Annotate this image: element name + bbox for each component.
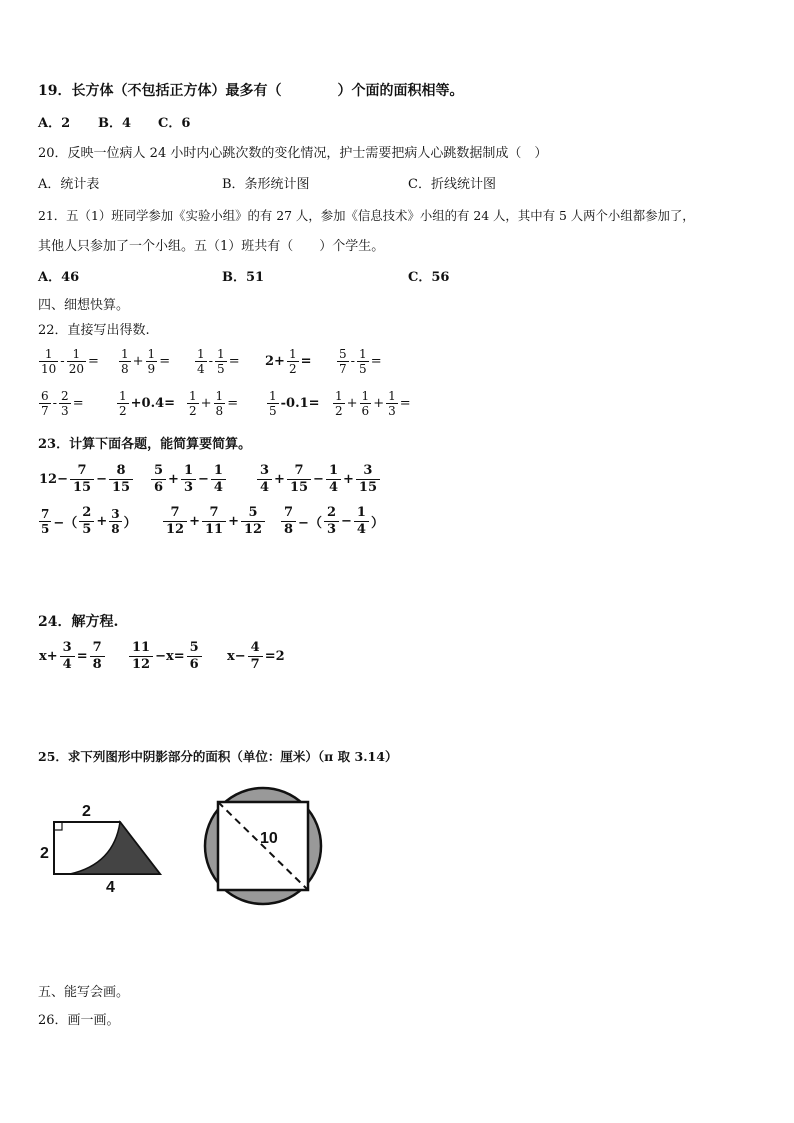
- q24-equation2: 11 12 −x= $\frac{5}{6}$: [128, 640, 226, 673]
- fig1-left-label: 2: [40, 845, 49, 862]
- q20-option-c: C．折线统计图: [408, 177, 496, 192]
- q25-figure-trapezoid: [30, 798, 170, 894]
- fig1-top-label: 2: [82, 803, 91, 820]
- q24-row: [38, 640, 306, 673]
- q21-option-b: B．51: [222, 270, 265, 285]
- q24-title: 24．解方程.: [38, 614, 119, 630]
- q23-expr6: 7 8 −（ 2 3 − $\frac{1}{4}$ ）: [280, 505, 410, 538]
- q23-title: 23．计算下面各题，能简算要简算。: [38, 437, 252, 452]
- q25-figure-circle-square: [196, 783, 330, 909]
- q22-r2-item5: 1 2 + $\frac{1}{6}$ + $\frac{1}{3}$ =: [335, 389, 411, 418]
- q19-text: 19．长方体（不包括正方体）最多有（ ）个面的面积相等。: [38, 83, 464, 99]
- q24-equation1: x+ $\frac{3}{4}$ = $\frac{7}{8}$: [38, 640, 128, 673]
- q22-r2-item4: 1 5 -0.1=: [269, 389, 320, 418]
- q22-r1-item4: 2+ $\frac{1}{2}$ =: [265, 347, 312, 376]
- q22-row1: [38, 347, 406, 376]
- q23-expr1: 12− $\frac{7}{15}$ − $\frac{8}{15}$: [38, 463, 150, 496]
- q22-r2-item1: 6 7 - $\frac{2}{3}$ =: [41, 389, 84, 418]
- q22-r2-item2: 1 2 +0.4=: [119, 389, 176, 418]
- q25-title: 25．求下列图形中阴影部分的面积（单位：厘米）（π 取 3.14）: [38, 749, 398, 764]
- q23-expr5: 7 12 + $\frac{7}{11}$ + $\frac{5}{12}$: [162, 505, 280, 538]
- q20-option-a: A．统计表: [38, 177, 100, 192]
- q19-option-c: C．6: [158, 116, 191, 131]
- q26-text: 26．画一画。: [38, 1013, 120, 1028]
- q21-line2: 其他人只参加了一个小组。五（1）班共有（ ）个学生。: [38, 239, 385, 254]
- q19-option-b: B．4: [98, 116, 132, 131]
- fig1-bottom-label: 4: [106, 879, 115, 894]
- q22-r1-item3: 1 4 - $\frac{1}{5}$ =: [197, 347, 240, 376]
- section4-heading: 四、细想快算。: [38, 298, 130, 313]
- q22-r1-item1: 1 10 - $\frac{1}{20}$ =: [41, 347, 99, 376]
- q23-expr2: 5 6 + $\frac{1}{3}$ − $\frac{1}{4}$: [150, 463, 256, 496]
- q21-option-a: A．46: [38, 270, 80, 285]
- fig2-diagonal-label: 10: [260, 830, 278, 847]
- q22-r1-item2: 1 8 + $\frac{1}{9}$ =: [121, 347, 171, 376]
- q23-expr3: 3 4 + $\frac{7}{15}$ − $\frac{1}{4}$ + $\frac{3}{15}$: [256, 463, 396, 496]
- q23-row1: [38, 463, 396, 496]
- q23-expr4: 7 5 −（ 2 5 + $\frac{3}{8}$ ）: [41, 505, 137, 537]
- q21-line1: 21．五（1）班同学参加《实验小组》的有 27 人，参加《信息技术》小组的有 24 人，其中有 5 人两个小组都参加了，: [38, 208, 695, 223]
- q20-text: 20．反映一位病人 24 小时内心跳次数的变化情况，护士需要把病人心跳数据制成（ ）: [38, 146, 548, 161]
- q22-r2-item3: 1 2 + $\frac{1}{8}$ =: [189, 389, 239, 418]
- q19-option-a: A．2: [38, 116, 71, 131]
- section5-heading: 五、能写会画。: [38, 985, 130, 1000]
- q24-equation3: x− $\frac{4}{7}$ =2: [227, 640, 285, 672]
- q22-r1-item5: 5 7 - $\frac{1}{5}$ =: [339, 347, 382, 376]
- q23-row2: [38, 505, 410, 538]
- q22-row2: [38, 389, 412, 418]
- q20-option-b: B．条形统计图: [222, 177, 310, 192]
- q22-title: 22．直接写出得数.: [38, 323, 150, 338]
- q21-option-c: C．56: [408, 270, 450, 285]
